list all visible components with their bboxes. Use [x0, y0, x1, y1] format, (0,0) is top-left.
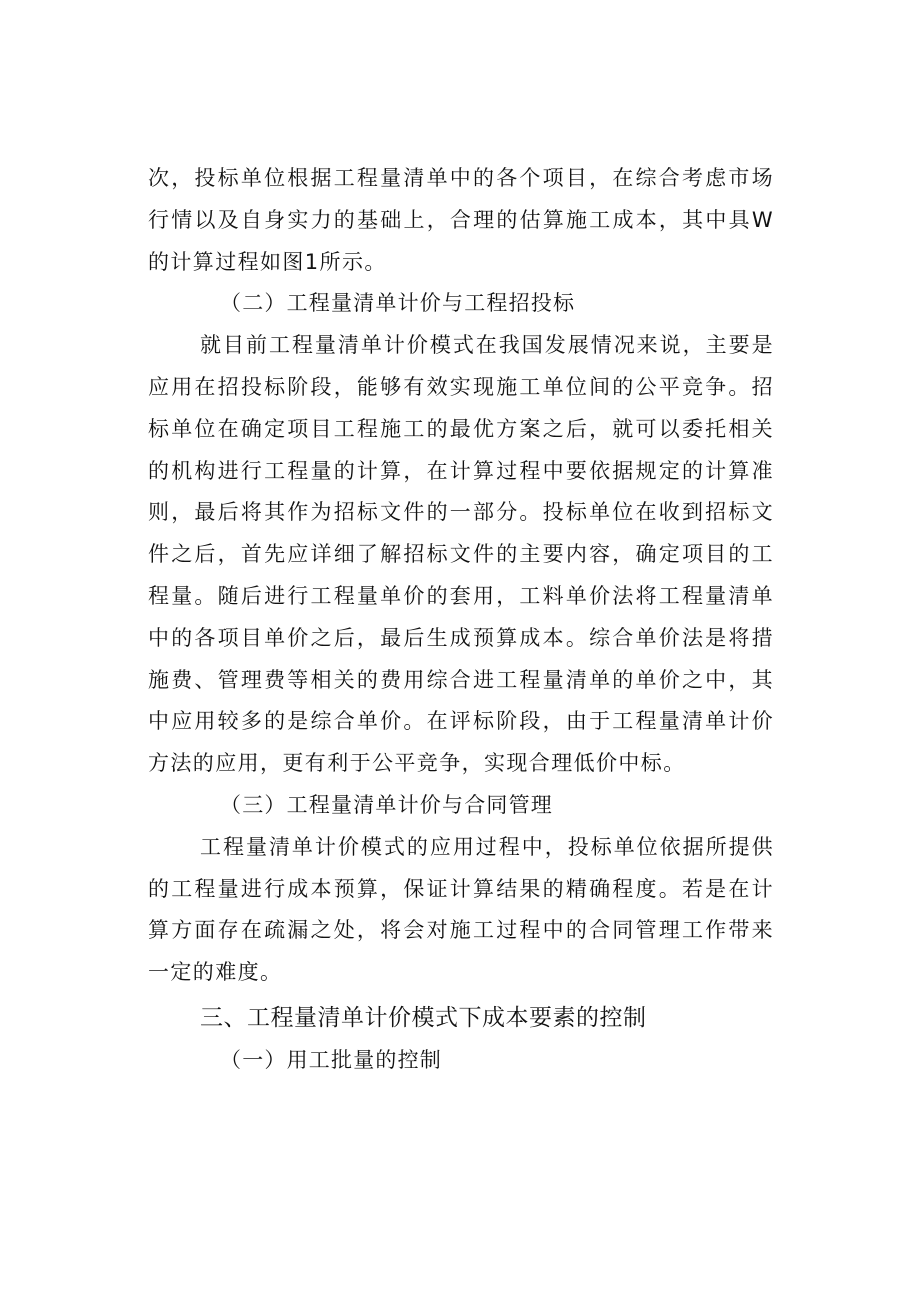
paragraph-contract: 工程量清单计价模式的应用过程中，投标单位依据所提供的工程量进行成本预算，保证计算结果的精确程度。若是在计算方面存在疏漏之处，将会对施工过程中的合同管理工作带来一定的难度。	[148, 834, 774, 985]
paragraph-bidding: 就目前工程量清单计价模式在我国发展情况来说，主要是应用在招投标阶段，能够有效实现施工单位间的公平竞争。招标单位在确定项目工程施工的最优方案之后，就可以委托相关的机构进行工程量的计算，在计算过程中要依据规定的计算准则，最后将其作为招标文件的一部分。投标单位在收到招标文件之后，首先应详细了解招标文件的主要内容，确定项目的工程量。随后进行工程量单价的套用，工料单价法将工程量清单中的各项目单价之后，最后生成预算成本。综合单价法是将措施费、管理费等相关的费用综合进工程量清单的单价之中，其中应用较多的是综合单价。在评标阶段，由于工程量清单计价方法的应用，更有利于公平竞争，实现合理低价中标。	[148, 333, 774, 776]
section-heading-3: （三）工程量清单计价与合同管理	[220, 792, 553, 817]
document-body	[148, 158, 774, 1082]
section-heading-2: （二）工程量清单计价与工程招投标	[220, 291, 576, 316]
paragraph-continuation: 次，投标单位根据工程量清单中的各个项目，在综合考虑市场行情以及自身实力的基础上，合理的估算施工成本，其中具W的计算过程如图1所示。	[148, 166, 774, 274]
section-heading-1: （一）用工批量的控制	[220, 1047, 442, 1072]
chapter-heading-3: 三、工程量清单计价模式下成本要素的控制	[200, 1004, 647, 1031]
